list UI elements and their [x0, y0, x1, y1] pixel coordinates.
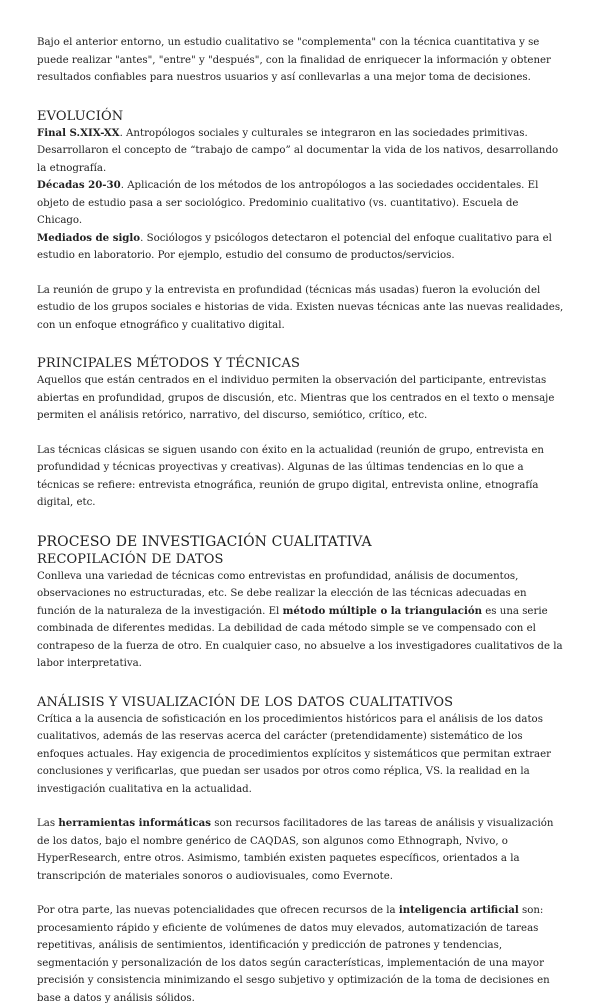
section-heading-proceso: PROCESO DE INVESTIGACIÓN CUALITATIVA [37, 533, 372, 550]
analisis-p2-bold: herramientas informáticas [58, 817, 211, 829]
evolucion-item [37, 230, 565, 265]
recopilacion-text-b: es una serie combinada de diferentes medidas. La debilidad de cada método simple se ve compensado con el contrapeso de la fuerza de otro. En cualquier caso, no absuelve a los investigadores cualitativos de la labor interpretativa. [37, 605, 563, 669]
analisis-p3-text-a: Por otra parte, las nuevas potencialidades que ofrecen recursos de la [37, 905, 399, 916]
analisis-paragraph-2 [37, 815, 565, 885]
evolucion-text: . Antropólogos sociales y culturales se integraron en las sociedades primitivas. Desarrollaron el concepto de “trabajo de campo” al documentar la vida de los nativos, desarrollando la etnografía. [37, 127, 559, 174]
section-heading-analisis: ANÁLISIS Y VISUALIZACIÓN DE LOS DATOS CUALITATIVOS [37, 694, 454, 710]
recopilacion-bold: método múltiple o la triangulación [282, 604, 483, 617]
analisis-p3-text-b: son: procesamiento rápido y eficiente de volúmenes de datos muy elevados, automatización de tareas repetitivas, análisis de sentimientos, identificación y predicción de patrones y tendencias, segmentación y personalización de los datos según características, implementación de una mayor precisión y consistencia minimizando el sesgo subjetivo y optimización de la toma de decisiones en base a datos y análisis sólidos. [37, 905, 550, 1004]
evolucion-term: Décadas 20-30 [37, 179, 121, 191]
analisis-p2-text-a: Las [37, 818, 59, 829]
evolucion-item [37, 177, 565, 230]
subheading-recopilacion: RECOPILACIÓN DE DATOS [37, 551, 224, 567]
evolucion-term: Mediados de siglo [37, 231, 141, 244]
analisis-p3-bold: inteligencia artificial [398, 904, 519, 916]
analisis-paragraph-1: Crítica a la ausencia de sofisticación en los procedimientos históricos para el análisis de los datos cualitativos, además de las reservas acerca del carácter (pretendidamente) sistemático de los enfoques actuales. Hay exigencia de procedimientos explícitos y sistemáticos que permitan extraer conclusiones y verificarlas, que puedan ser usados por otros como réplica, VS. la realidad en la investigación cualitativa en la actualidad. [37, 713, 552, 795]
document-page [37, 34, 565, 1007]
evolucion-item [37, 125, 565, 178]
intro-paragraph: Bajo el anterior entorno, un estudio cualitativo se "complementa" con la técnica cuantitativa y se puede realizar "antes", "entre" y "después", con la finalidad de enriquecer la información y obtener resultados confiables para nuestros usuarios y así conllevarlas a una mejor toma de decisiones. [37, 37, 551, 83]
recopilacion-paragraph [37, 568, 565, 673]
evolucion-term: Final S.XIX-XX [37, 126, 120, 139]
evolucion-closing-paragraph: La reunión de grupo y la entrevista en profundidad (técnicas más usadas) fueron la evolución del estudio de los grupos sociales e historias de vida. Existen nuevas técnicas ante las nuevas realidades, con un enfoque etnográfico y cualitativo digital. [37, 284, 564, 331]
metodos-paragraph-2: Las técnicas clásicas se siguen usando con éxito en la actualidad (reunión de grupo, entrevista en profundidad y técnicas proyectivas y creativas). Algunas de las últimas tendencias en lo que a técnicas se refiere: entrevista etnográfica, reunión de grupo digital, entrevista online, etnografía digital, etc. [37, 444, 544, 508]
recopilacion-text-a: Conlleva una variedad de técnicas como entrevistas en profundidad, análisis de documentos, observaciones no estructuradas, etc. Se debe realizar la elección de las técnicas adecuadas en función de la naturaleza de la investigación. El [37, 570, 527, 617]
evolucion-text: . Aplicación de los métodos de los antropólogos a las sociedades occidentales. El objeto de estudio pasa a ser sociológico. Predominio cualitativo (vs. cuantitativo). Escuela de Chicago. [37, 180, 539, 226]
evolucion-text: . Sociólogos y psicólogos detectaron el potencial del enfoque cualitativo para el estudio en laboratorio. Por ejemplo, estudio del consumo de productos/servicios. [37, 232, 552, 261]
section-heading-metodos: PRINCIPALES MÉTODOS Y TÉCNICAS [37, 356, 301, 371]
analisis-p2-text-b: son recursos facilitadores de las tareas de análisis y visualización de los datos, bajo el nombre genérico de CAQDAS, son algunos como Ethnograph, Nvivo, o HyperResearch, entre otros. Asimismo, también existen paquetes específicos, orientados a la transcripción de materiales sonoros o audiovisuales, como Evernote. [37, 818, 554, 882]
metodos-paragraph-1: Aquellos que están centrados en el individuo permiten la observación del participante, entrevistas abiertas en profundidad, grupos de discusión, etc. Mientras que los centrados en el texto o mensaje permiten el análisis retórico, narrativo, del discurso, semiótico, crítico, etc. [37, 375, 555, 421]
section-heading-evolucion: EVOLUCIÓN [37, 108, 124, 124]
analisis-paragraph-3 [37, 902, 565, 1007]
